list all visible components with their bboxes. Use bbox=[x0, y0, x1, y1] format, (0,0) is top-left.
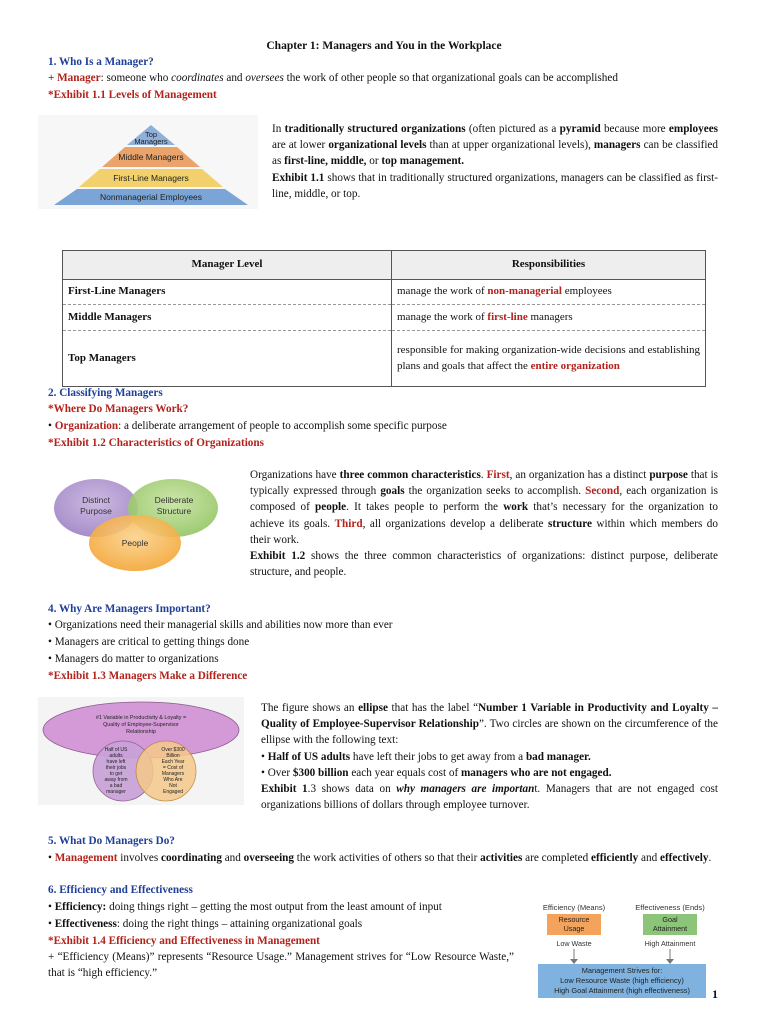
efficiency-means-paragraph: + “Efficiency (Means)” represents “Resource Usage.” Management strives for “Low Resource Waste,” that is “high efficiency.” bbox=[48, 951, 514, 980]
table-header-row bbox=[63, 251, 706, 280]
ee-left-box-1: Resource bbox=[558, 915, 590, 924]
efficiency-effectiveness-diagram bbox=[532, 897, 716, 1000]
bad-manager-text-line: away from bbox=[104, 777, 128, 783]
managers-difference-paragraph: The figure shows an ellipse that has the label “Number 1 Variable in Productivity and Loyalty – Quality of Employee-Supervisor Relationship”. Two circles are shown on the circumference of the ellipse with the following text: • Half of US adults have left their jobs to get away from a bad manager. • Over $300 billion each year equals cost of managers who are not engaged. Exhibit 1.3 shows data on why managers are important. Managers that are not engaged cost organizations billions of dollars through employee turnover. bbox=[261, 702, 719, 812]
ellipse-label-2: Quality of Employee-Supervisor bbox=[103, 722, 179, 728]
table-row bbox=[63, 280, 706, 305]
exhibit-1-1-caption: *Exhibit 1.1 Levels of Management bbox=[48, 89, 217, 101]
heading-efficiency-effectiveness: 6. Efficiency and Effectiveness bbox=[48, 884, 193, 896]
table-cell-responsibility: responsible for making organization-wide decisions and establishing plans and goals that affect the entire organization bbox=[392, 331, 706, 387]
ee-right-output: High Attainment bbox=[644, 939, 696, 948]
not-engaged-text-line: Not bbox=[169, 783, 177, 789]
heading-classifying-managers: 2. Classifying Managers bbox=[48, 387, 163, 399]
pyramid-label-top-1: Top bbox=[144, 130, 158, 139]
not-engaged-text-line: Managers bbox=[161, 771, 185, 777]
venn-label-people: People bbox=[121, 538, 149, 548]
pyramid-label-first-line: First-Line Managers bbox=[113, 173, 189, 183]
effectiveness-definition: • Effectiveness: doing the right things – attaining organizational goals bbox=[48, 918, 363, 930]
ellipse-label-1: #1 Variable in Productivity & Loyalty = bbox=[95, 715, 187, 721]
organization-characteristics-venn bbox=[38, 470, 238, 575]
ee-left-heading: Efficiency (Means) bbox=[542, 903, 606, 912]
not-engaged-text-line: Each Year bbox=[161, 759, 185, 765]
management-definition: • Management involves coordinating and overseeing the work activities of others so that their activities are completed efficiently and effectively. bbox=[48, 852, 712, 864]
subheading-where-do-managers-work: *Where Do Managers Work? bbox=[48, 403, 189, 415]
not-engaged-text-line: Engaged bbox=[162, 789, 184, 795]
venn-label-structure-2: Structure bbox=[156, 506, 192, 516]
bad-manager-text-line: adults bbox=[109, 753, 123, 759]
ee-right-box-1: Goal bbox=[662, 915, 678, 924]
exhibit-1-4-caption: *Exhibit 1.4 Efficiency and Effectiveness in Management bbox=[48, 935, 320, 947]
levels-of-management-pyramid bbox=[38, 115, 258, 209]
ee-bottom-1: Management Strives for: bbox=[581, 966, 663, 975]
organization-definition: • Organization: a deliberate arrangement of people to accomplish some specific purpose bbox=[48, 420, 447, 432]
organization-characteristics-paragraph: Organizations have three common characteristics. First, an organization has a distinct purpose that is typically expressed through goals the organization seeks to accomplish. Second, each organization is composed of people. It takes people to perform the work that’s necessary for the organization to achieve its goals. Third, all organizations develop a deliberate structure within which members do their work. Exhibit 1.2 shows the three common characteristics of organizations: distinct purpose, deliberate structure, and people. bbox=[250, 469, 719, 579]
pyramid-label-middle: Middle Managers bbox=[118, 152, 184, 162]
ee-left-output: Low Waste bbox=[556, 939, 592, 948]
ee-left-box-2: Usage bbox=[563, 924, 585, 933]
heading-who-is-manager: 1. Who Is a Manager? bbox=[48, 56, 154, 68]
ee-bottom-3: High Goal Attainment (high effectiveness) bbox=[554, 986, 690, 995]
list-item: • Managers do matter to organizations bbox=[48, 653, 219, 665]
list-item: • Organizations need their managerial skills and abilities now more than ever bbox=[48, 619, 393, 631]
ee-left-arrowhead bbox=[570, 959, 578, 964]
table-cell-level: Top Managers bbox=[63, 331, 392, 387]
page-number: 1 bbox=[712, 987, 718, 1001]
pyramid-label-nonmanagerial: Nonmanagerial Employees bbox=[99, 192, 203, 202]
not-engaged-text-line: Over $300 bbox=[161, 747, 185, 753]
bad-manager-text-line: a bad bbox=[109, 783, 123, 789]
table-row bbox=[63, 331, 706, 387]
ee-right-heading: Effectiveness (Ends) bbox=[635, 903, 705, 912]
venn-label-purpose-2: Purpose bbox=[80, 506, 112, 516]
bad-manager-text-line: their jobs bbox=[105, 765, 127, 771]
table-row bbox=[63, 305, 706, 331]
venn-label-purpose-1: Distinct bbox=[82, 495, 110, 505]
bad-manager-text-line: have left bbox=[106, 759, 126, 765]
list-item: • Managers are critical to getting things done bbox=[48, 636, 250, 648]
table-cell-level: First-Line Managers bbox=[63, 280, 392, 305]
table-cell-responsibility: manage the work of non-managerial employees bbox=[392, 280, 706, 305]
table-cell-responsibility: manage the work of first-line managers bbox=[392, 305, 706, 331]
ellipse-label-3: Relationship bbox=[126, 729, 156, 735]
pyramid-label-top-2: Managers bbox=[134, 137, 168, 146]
venn-label-structure-1: Deliberate bbox=[154, 495, 194, 505]
heading-why-managers-important: 4. Why Are Managers Important? bbox=[48, 603, 211, 615]
table-cell-level: Middle Managers bbox=[63, 305, 392, 331]
managers-make-difference-figure bbox=[38, 697, 244, 805]
exhibit-1-2-caption: *Exhibit 1.2 Characteristics of Organizations bbox=[48, 437, 264, 449]
bad-manager-text-line: Half of US bbox=[104, 747, 128, 753]
bad-manager-text-line: manager bbox=[106, 789, 126, 795]
pyramid-paragraph: In traditionally structured organizations (often pictured as a pyramid because more employees are at lower organizational levels than at upper organizational levels), managers can be classified as first-line, middle, or top management. Exhibit 1.1 shows that in traditionally structured organizations, managers can be classified as first-line, middle, or top. bbox=[272, 123, 719, 200]
heading-what-do-managers-do: 5. What Do Managers Do? bbox=[48, 835, 175, 847]
not-engaged-text-line: = Cost of bbox=[162, 765, 184, 771]
not-engaged-text-line: Who Are bbox=[163, 777, 183, 783]
exhibit-1-3-caption: *Exhibit 1.3 Managers Make a Difference bbox=[48, 670, 248, 682]
page-title: Chapter 1: Managers and You in the Workplace bbox=[266, 40, 502, 52]
not-engaged-text-line: Billion bbox=[166, 753, 180, 759]
table-header-responsibilities: Responsibilities bbox=[392, 251, 706, 280]
ee-right-arrowhead bbox=[666, 959, 674, 964]
bad-manager-text-line: to get bbox=[109, 771, 123, 777]
efficiency-definition: • Efficiency: doing things right – getting the most output from the least amount of input bbox=[48, 901, 442, 913]
ee-bottom-2: Low Resource Waste (high efficiency) bbox=[560, 976, 684, 985]
ee-right-box-2: Attainment bbox=[652, 924, 688, 933]
table-header-level: Manager Level bbox=[63, 251, 392, 280]
manager-definition: + Manager: someone who coordinates and oversees the work of other people so that organizational goals can be accomplished bbox=[48, 72, 618, 84]
manager-level-table bbox=[62, 250, 706, 387]
